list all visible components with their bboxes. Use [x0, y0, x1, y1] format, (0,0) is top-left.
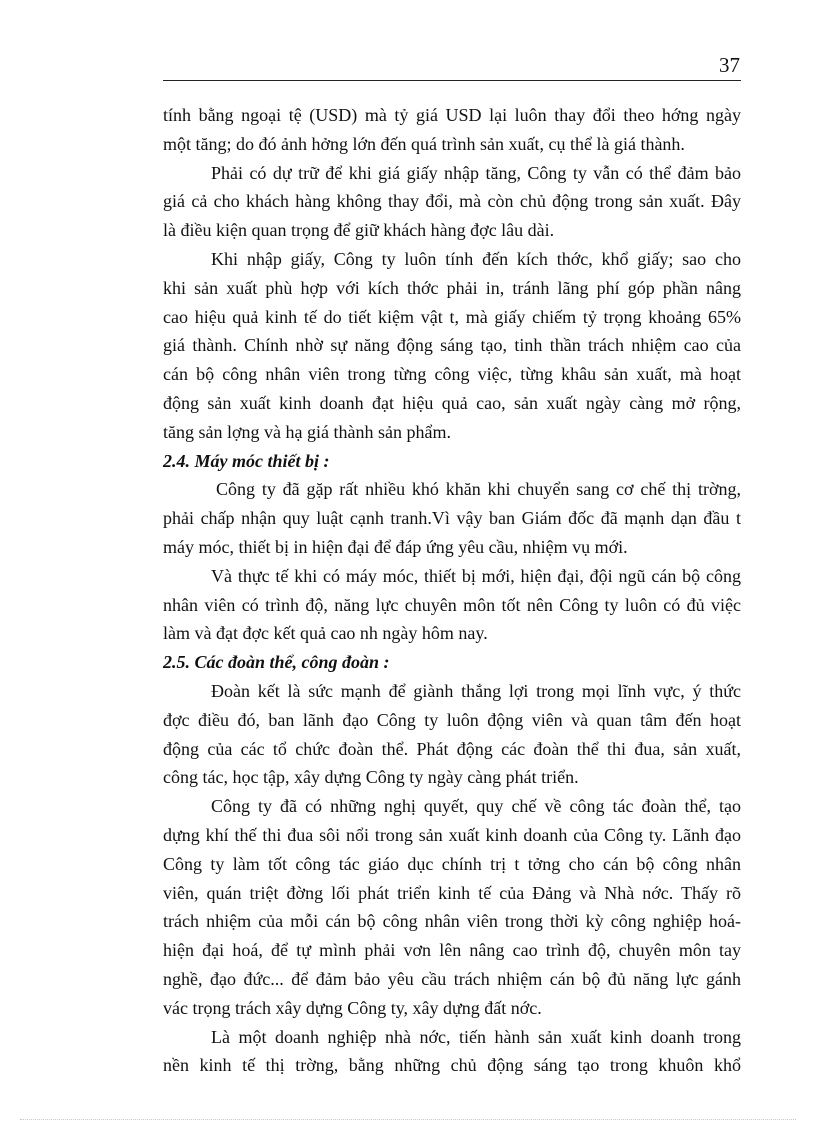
body-text-line: một tăng; do đó ảnh hởng lớn đến quá trình sản xuất, cụ thể là giá thành. — [163, 133, 685, 154]
body-text-line: đợc điều đó, ban lãnh đạo Công ty luôn động viên và quan tâm đến hoạt — [163, 709, 741, 730]
body-text-line: Công ty đã gặp rất nhiều khó khăn khi chuyển sang cơ chế thị trờng, — [216, 479, 741, 500]
body-text-line: khi sản xuất phù hợp với kích thớc phải in, tránh lãng phí góp phần nâng — [163, 277, 741, 298]
body-text-line: Khi nhập giấy, Công ty luôn tính đến kích thớc, khổ giấy; sao cho — [211, 248, 741, 269]
body-text-line: dựng khí thế thi đua sôi nổi trong sản xuất kinh doanh của Công ty. Lãnh đạo — [163, 824, 741, 845]
body-text-line: là điều kiện quan trọng để giữ khách hàng đợc lâu dài. — [163, 220, 555, 241]
body-text-line: giá cả cho khách hàng không thay đổi, mà còn chủ động trong sản xuất. Đây — [163, 191, 741, 212]
body-text-line: Là một doanh nghiệp nhà nớc, tiến hành sản xuất kinh doanh trong — [211, 1026, 741, 1047]
body-text-line: nghề, đạo đức... để đảm bảo yêu cầu trách nhiệm cán bộ đủ năng lực gánh — [163, 968, 741, 989]
body-text-line: phải chấp nhận quy luật cạnh tranh.Vì vậy ban Giám đốc đã mạnh dạn đầu t — [163, 508, 741, 529]
body-text-line: vác trọng trách xây dựng Công ty, xây dựng đất nớc. — [163, 997, 542, 1018]
body-text-line: tăng sản lợng và hạ giá thành sản phẩm. — [163, 421, 451, 442]
body-text-line: Phải có dự trữ để khi giá giấy nhập tăng, Công ty vẫn có thể đảm bảo — [211, 162, 741, 183]
page-bottom-edge — [20, 1119, 796, 1120]
body-text-line: nhân viên có trình độ, năng lực chuyên môn tốt nên Công ty luôn có đủ việc — [163, 594, 741, 615]
body-text-line: làm và đạt đợc kết quả cao nh ngày hôm nay. — [163, 623, 488, 644]
document-body — [163, 101, 741, 1080]
header-rule — [163, 80, 741, 81]
body-text-line: giá thành. Chính nhờ sự năng động sáng tạo, tinh thần trách nhiệm cao của — [163, 335, 741, 356]
body-text-line: hiện đại hoá, để tự mình phải vơn lên nâng cao trình độ, chuyên môn tay — [163, 940, 741, 961]
body-text-line: Đoàn kết là sức mạnh để giành thắng lợi trong mọi lĩnh vực, ý thức — [211, 680, 741, 701]
page-number: 37 — [719, 53, 740, 77]
body-text-line: Công ty làm tốt công tác giáo dục chính trị t tởng cho cán bộ công nhân — [163, 853, 741, 874]
body-text-line: cao hiệu quả kinh tế do tiết kiệm vật t, mà giấy chiếm tỷ trọng khoảng 65% — [163, 306, 741, 327]
body-text-line: động sản xuất kinh doanh đạt hiệu quả cao, sản xuất ngày càng mở rộng, — [163, 392, 741, 413]
body-text-line: tính bằng ngoại tệ (USD) mà tỷ giá USD lại luôn thay đổi theo hớng ngày — [163, 105, 741, 125]
section-heading: 2.5. Các đoàn thể, công đoàn : — [163, 652, 390, 673]
body-text-line: động của các tổ chức đoàn thể. Phát động các đoàn thể thi đua, sản xuất, — [163, 738, 741, 759]
body-text-line: Và thực tế khi có máy móc, thiết bị mới, hiện đại, đội ngũ cán bộ công — [211, 565, 741, 586]
body-text-line: công tác, học tập, xây dựng Công ty ngày càng phát triển. — [163, 767, 579, 788]
body-text-line: máy móc, thiết bị in hiện đại để đáp ứng yêu cầu, nhiệm vụ mới. — [163, 536, 628, 557]
section-heading: 2.4. Máy móc thiết bị : — [163, 450, 330, 471]
body-text-line: viên, quán triệt đờng lối phát triển kinh tế của Đảng và Nhà nớc. Thấy rõ — [163, 882, 741, 903]
body-text-line: cán bộ công nhân viên trong từng công việc, từng khâu sản xuất, mà hoạt — [163, 364, 741, 385]
body-text-line: nền kinh tế thị trờng, bằng những chủ động sáng tạo trong khuôn khổ — [163, 1055, 741, 1076]
body-text-line: Công ty đã có những nghị quyết, quy chế về công tác đoàn thể, tạo — [211, 796, 741, 817]
body-text-line: trách nhiệm của mỗi cán bộ công nhân viên trong thời kỳ công nghiệp hoá- — [163, 911, 741, 932]
